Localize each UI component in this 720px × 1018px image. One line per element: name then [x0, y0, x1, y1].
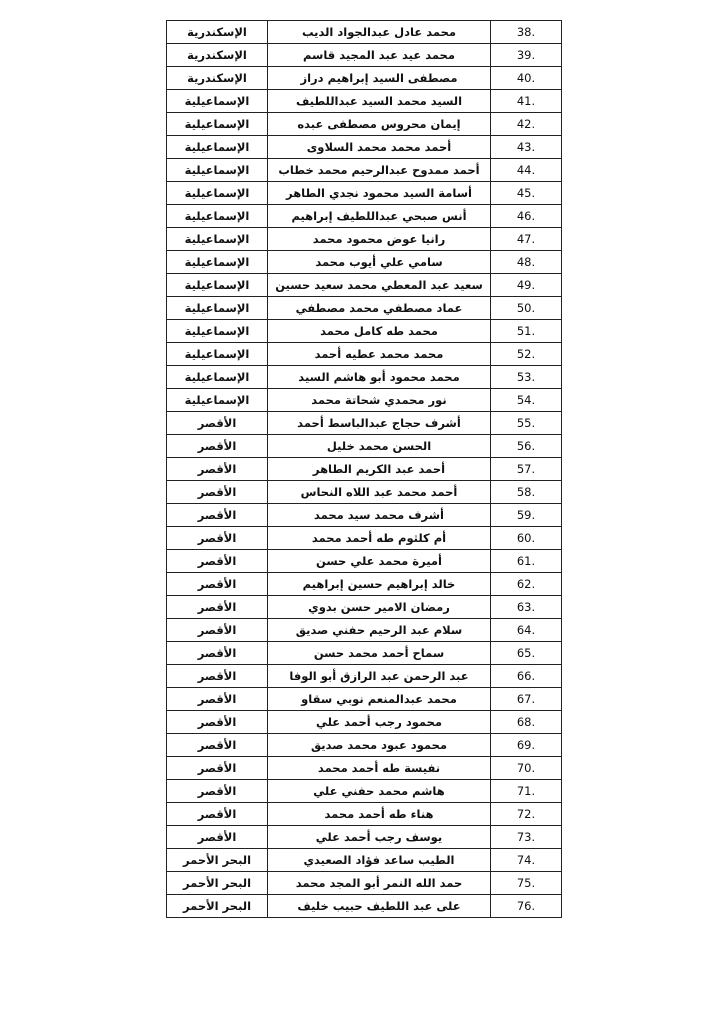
participants-table-body — [167, 21, 562, 918]
table-row — [167, 251, 562, 274]
table-row — [167, 688, 562, 711]
name-cell: على عبد اللطيف حبيب خليف — [268, 895, 491, 918]
name-cell: عبد الرحمن عبد الرازق أبو الوفا — [268, 665, 491, 688]
row-number-cell: 43. — [491, 136, 562, 159]
row-number-cell: 71. — [491, 780, 562, 803]
governorate-cell: الإسماعيلية — [167, 182, 268, 205]
governorate-cell: الأقصر — [167, 780, 268, 803]
name-cell: الطيب ساعد فؤاد الصعيدي — [268, 849, 491, 872]
row-number-cell: 72. — [491, 803, 562, 826]
row-number-cell: 74. — [491, 849, 562, 872]
governorate-cell: الإسماعيلية — [167, 159, 268, 182]
name-cell: نور محمدي شحاتة محمد — [268, 389, 491, 412]
row-number-cell: 42. — [491, 113, 562, 136]
governorate-cell: الإسماعيلية — [167, 274, 268, 297]
governorate-cell: الإسماعيلية — [167, 320, 268, 343]
table-row — [167, 642, 562, 665]
governorate-cell: البحر الأحمر — [167, 872, 268, 895]
row-number-cell: 38. — [491, 21, 562, 44]
governorate-cell: الإسكندرية — [167, 21, 268, 44]
governorate-cell: الأقصر — [167, 458, 268, 481]
name-cell: أحمد محمد محمد السلاوى — [268, 136, 491, 159]
row-number-cell: 48. — [491, 251, 562, 274]
row-number-cell: 47. — [491, 228, 562, 251]
table-row — [167, 21, 562, 44]
governorate-cell: الأقصر — [167, 665, 268, 688]
table-row — [167, 665, 562, 688]
governorate-cell: الأقصر — [167, 711, 268, 734]
row-number-cell: 67. — [491, 688, 562, 711]
row-number-cell: 56. — [491, 435, 562, 458]
governorate-cell: الإسكندرية — [167, 67, 268, 90]
governorate-cell: الإسماعيلية — [167, 90, 268, 113]
table-row — [167, 826, 562, 849]
governorate-cell: الإسماعيلية — [167, 366, 268, 389]
row-number-cell: 51. — [491, 320, 562, 343]
name-cell: محمد محمد عطيه أحمد — [268, 343, 491, 366]
governorate-cell: البحر الأحمر — [167, 849, 268, 872]
table-row — [167, 205, 562, 228]
table-row — [167, 44, 562, 67]
governorate-cell: الأقصر — [167, 757, 268, 780]
name-cell: أشرف حجاج عبدالباسط أحمد — [268, 412, 491, 435]
table-row — [167, 297, 562, 320]
name-cell: أنس صبحي عبداللطيف إبراهيم — [268, 205, 491, 228]
governorate-cell: الأقصر — [167, 435, 268, 458]
name-cell: أسامة السيد محمود نجدي الطاهر — [268, 182, 491, 205]
table-row — [167, 527, 562, 550]
governorate-cell: الأقصر — [167, 826, 268, 849]
table-row — [167, 113, 562, 136]
table-row — [167, 481, 562, 504]
governorate-cell: الأقصر — [167, 688, 268, 711]
governorate-cell: الأقصر — [167, 550, 268, 573]
governorate-cell: الإسكندرية — [167, 44, 268, 67]
governorate-cell: الإسماعيلية — [167, 113, 268, 136]
row-number-cell: 53. — [491, 366, 562, 389]
name-cell: أميرة محمد علي حسن — [268, 550, 491, 573]
participants-table — [166, 20, 562, 918]
name-cell: هناء طه أحمد محمد — [268, 803, 491, 826]
table-row — [167, 849, 562, 872]
row-number-cell: 69. — [491, 734, 562, 757]
name-cell: محمد محمود أبو هاشم السيد — [268, 366, 491, 389]
governorate-cell: الإسماعيلية — [167, 389, 268, 412]
governorate-cell: الأقصر — [167, 619, 268, 642]
table-row — [167, 550, 562, 573]
name-cell: محمد طه كامل محمد — [268, 320, 491, 343]
name-cell: محمود عبود محمد صديق — [268, 734, 491, 757]
table-row — [167, 159, 562, 182]
row-number-cell: 63. — [491, 596, 562, 619]
row-number-cell: 57. — [491, 458, 562, 481]
governorate-cell: الإسماعيلية — [167, 205, 268, 228]
name-cell: أحمد محمد عبد اللاه النحاس — [268, 481, 491, 504]
name-cell: هاشم محمد حفني علي — [268, 780, 491, 803]
row-number-cell: 58. — [491, 481, 562, 504]
governorate-cell: الأقصر — [167, 803, 268, 826]
name-cell: يوسف رجب أحمد علي — [268, 826, 491, 849]
name-cell: السيد محمد السيد عبداللطيف — [268, 90, 491, 113]
governorate-cell: الأقصر — [167, 412, 268, 435]
name-cell: سلام عبد الرحيم حفني صديق — [268, 619, 491, 642]
row-number-cell: 55. — [491, 412, 562, 435]
row-number-cell: 61. — [491, 550, 562, 573]
table-row — [167, 182, 562, 205]
governorate-cell: الأقصر — [167, 504, 268, 527]
table-row — [167, 343, 562, 366]
table-row — [167, 780, 562, 803]
table-row — [167, 596, 562, 619]
table-row — [167, 734, 562, 757]
table-row — [167, 435, 562, 458]
row-number-cell: 52. — [491, 343, 562, 366]
row-number-cell: 54. — [491, 389, 562, 412]
table-row — [167, 228, 562, 251]
table-row — [167, 136, 562, 159]
governorate-cell: الإسماعيلية — [167, 343, 268, 366]
name-cell: سامي علي أيوب محمد — [268, 251, 491, 274]
row-number-cell: 40. — [491, 67, 562, 90]
name-cell: أم كلثوم طه أحمد محمد — [268, 527, 491, 550]
row-number-cell: 73. — [491, 826, 562, 849]
name-cell: خالد إبراهيم حسين إبراهيم — [268, 573, 491, 596]
governorate-cell: الأقصر — [167, 481, 268, 504]
table-row — [167, 458, 562, 481]
name-cell: إيمان محروس مصطفى عبده — [268, 113, 491, 136]
governorate-cell: الإسماعيلية — [167, 228, 268, 251]
governorate-cell: الإسماعيلية — [167, 251, 268, 274]
row-number-cell: 60. — [491, 527, 562, 550]
governorate-cell: الأقصر — [167, 734, 268, 757]
name-cell: محمود رجب أحمد علي — [268, 711, 491, 734]
table-row — [167, 895, 562, 918]
table-row — [167, 366, 562, 389]
row-number-cell: 41. — [491, 90, 562, 113]
row-number-cell: 45. — [491, 182, 562, 205]
name-cell: مصطفى السيد إبراهيم دراز — [268, 67, 491, 90]
row-number-cell: 49. — [491, 274, 562, 297]
name-cell: سماح أحمد محمد حسن — [268, 642, 491, 665]
name-cell: عماد مصطفي محمد مصطفي — [268, 297, 491, 320]
table-row — [167, 389, 562, 412]
name-cell: رانيا عوض محمود محمد — [268, 228, 491, 251]
row-number-cell: 64. — [491, 619, 562, 642]
name-cell: الحسن محمد خليل — [268, 435, 491, 458]
row-number-cell: 50. — [491, 297, 562, 320]
governorate-cell: الإسماعيلية — [167, 297, 268, 320]
table-row — [167, 872, 562, 895]
name-cell: أحمد ممدوح عبدالرحيم محمد خطاب — [268, 159, 491, 182]
name-cell: نفيسة طه أحمد محمد — [268, 757, 491, 780]
row-number-cell: 70. — [491, 757, 562, 780]
table-row — [167, 711, 562, 734]
table-row — [167, 67, 562, 90]
table-row — [167, 573, 562, 596]
table-row — [167, 320, 562, 343]
name-cell: رمضان الامير حسن بدوي — [268, 596, 491, 619]
governorate-cell: الأقصر — [167, 527, 268, 550]
row-number-cell: 68. — [491, 711, 562, 734]
governorate-cell: الأقصر — [167, 596, 268, 619]
row-number-cell: 39. — [491, 44, 562, 67]
name-cell: سعيد عبد المعطي محمد سعيد حسين — [268, 274, 491, 297]
name-cell: محمد عادل عبدالجواد الديب — [268, 21, 491, 44]
table-row — [167, 757, 562, 780]
row-number-cell: 46. — [491, 205, 562, 228]
name-cell: أشرف محمد سيد محمد — [268, 504, 491, 527]
table-row — [167, 90, 562, 113]
row-number-cell: 62. — [491, 573, 562, 596]
name-cell: حمد الله النمر أبو المجد محمد — [268, 872, 491, 895]
name-cell: محمد عيد عبد المجيد قاسم — [268, 44, 491, 67]
governorate-cell: البحر الأحمر — [167, 895, 268, 918]
table-row — [167, 412, 562, 435]
table-row — [167, 274, 562, 297]
name-cell: محمد عبدالمنعم نوبي سقاو — [268, 688, 491, 711]
governorate-cell: الأقصر — [167, 642, 268, 665]
row-number-cell: 75. — [491, 872, 562, 895]
row-number-cell: 44. — [491, 159, 562, 182]
row-number-cell: 59. — [491, 504, 562, 527]
row-number-cell: 76. — [491, 895, 562, 918]
row-number-cell: 66. — [491, 665, 562, 688]
governorate-cell: الأقصر — [167, 573, 268, 596]
table-row — [167, 803, 562, 826]
table-row — [167, 619, 562, 642]
governorate-cell: الإسماعيلية — [167, 136, 268, 159]
name-cell: أحمد عبد الكريم الطاهر — [268, 458, 491, 481]
table-row — [167, 504, 562, 527]
row-number-cell: 65. — [491, 642, 562, 665]
